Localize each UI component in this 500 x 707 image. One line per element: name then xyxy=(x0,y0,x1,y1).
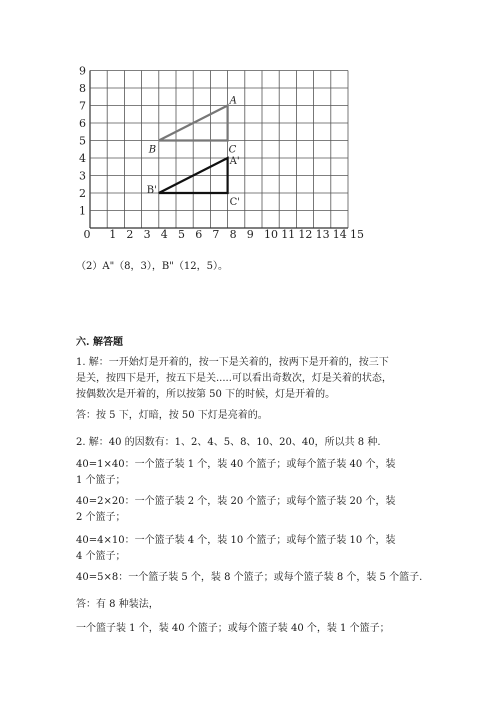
y-tick-label: 5 xyxy=(79,134,86,148)
x-tick-label: 0 xyxy=(83,228,91,241)
x-tick-label: 2 xyxy=(126,228,134,241)
q2-case-2: 40=2×20：一个篮子装 2 个，装 20 个篮子；或每个篮子装 20 个，装 2 个篮子； xyxy=(76,496,396,523)
q2-case-4: 40=5×8：一个篮子装 5 个，装 8 个篮子；或每个篮子装 8 个，装 5 个篮子. xyxy=(76,572,423,583)
q2-case-3: 40=4×10：一个篮子装 4 个，装 10 个篮子；或每个篮子装 10 个，装 4 个篮子； xyxy=(76,535,396,562)
answer-part-2: （2）A"（8，3），B"（12，5）。 xyxy=(76,261,228,272)
coordinate-grid-figure xyxy=(0,0,500,250)
x-axis-tick-labels xyxy=(84,228,365,241)
x-tick-label: 8 xyxy=(229,228,237,241)
x-tick-label: 5 xyxy=(178,228,185,241)
vertex-label-b: B' xyxy=(146,185,157,196)
original-triangle-abc xyxy=(148,96,237,156)
q2-last-line: 一个篮子装 1 个，装 40 个篮子；或每个篮子装 40 个，装 1 个篮子； xyxy=(76,623,390,634)
x-tick-label: 12 xyxy=(298,228,313,241)
y-tick-label: 8 xyxy=(79,82,86,95)
x-tick-label: 7 xyxy=(212,228,220,241)
x-tick-label: 13 xyxy=(315,228,330,241)
y-tick-label: 9 xyxy=(79,64,86,78)
section-title: 六. 解答题 xyxy=(76,337,123,348)
y-tick-label: 4 xyxy=(79,152,86,165)
y-axis-tick-labels xyxy=(79,65,86,218)
x-tick-label: 11 xyxy=(281,228,296,241)
q2-case-1: 40=1×40：一个篮子装 1 个，装 40 个篮子；或每个篮子装 40 个，装 1 个篮子； xyxy=(76,459,396,486)
x-tick-label: 4 xyxy=(160,228,168,241)
vertex-label-c: C xyxy=(228,144,237,156)
y-tick-label: 1 xyxy=(79,204,86,218)
q2-answer: 答：有 8 种装法， xyxy=(76,599,159,610)
y-tick-label: 3 xyxy=(79,169,86,183)
y-tick-label: 7 xyxy=(79,99,86,113)
vertex-label-c: C' xyxy=(229,197,241,208)
x-tick-label: 10 xyxy=(264,228,278,241)
grid-lines xyxy=(90,71,348,229)
y-tick-label: 2 xyxy=(79,187,86,200)
x-tick-label: 1 xyxy=(109,228,117,241)
y-tick-label: 6 xyxy=(79,117,86,130)
vertex-label-a: A xyxy=(229,95,237,107)
x-tick-label: 6 xyxy=(195,228,203,241)
x-tick-label: 14 xyxy=(332,228,347,241)
x-tick-label: 3 xyxy=(143,228,151,241)
q1-answer: 答：按 5 下，灯暗，按 50 下灯是亮着的。 xyxy=(76,410,268,421)
vertex-label-b: B xyxy=(148,144,157,156)
x-tick-label: 15 xyxy=(350,228,364,241)
q1-solution: 1. 解：一开始灯是开着的，按一下是关着的，按两下是开着的，按三下是关，按四下是开，按五下是关.....可以看出奇数次，灯是关着的状态，按偶数次是开着的，所以按第 50 下的时候，灯是开着的。 xyxy=(76,357,392,400)
vertex-label-a: A' xyxy=(229,156,240,167)
q2-solution: 2. 解：40 的因数有：1、2、4、5、8、10、20、40，所以共 8 种. xyxy=(76,437,381,448)
x-tick-label: 9 xyxy=(246,228,254,241)
